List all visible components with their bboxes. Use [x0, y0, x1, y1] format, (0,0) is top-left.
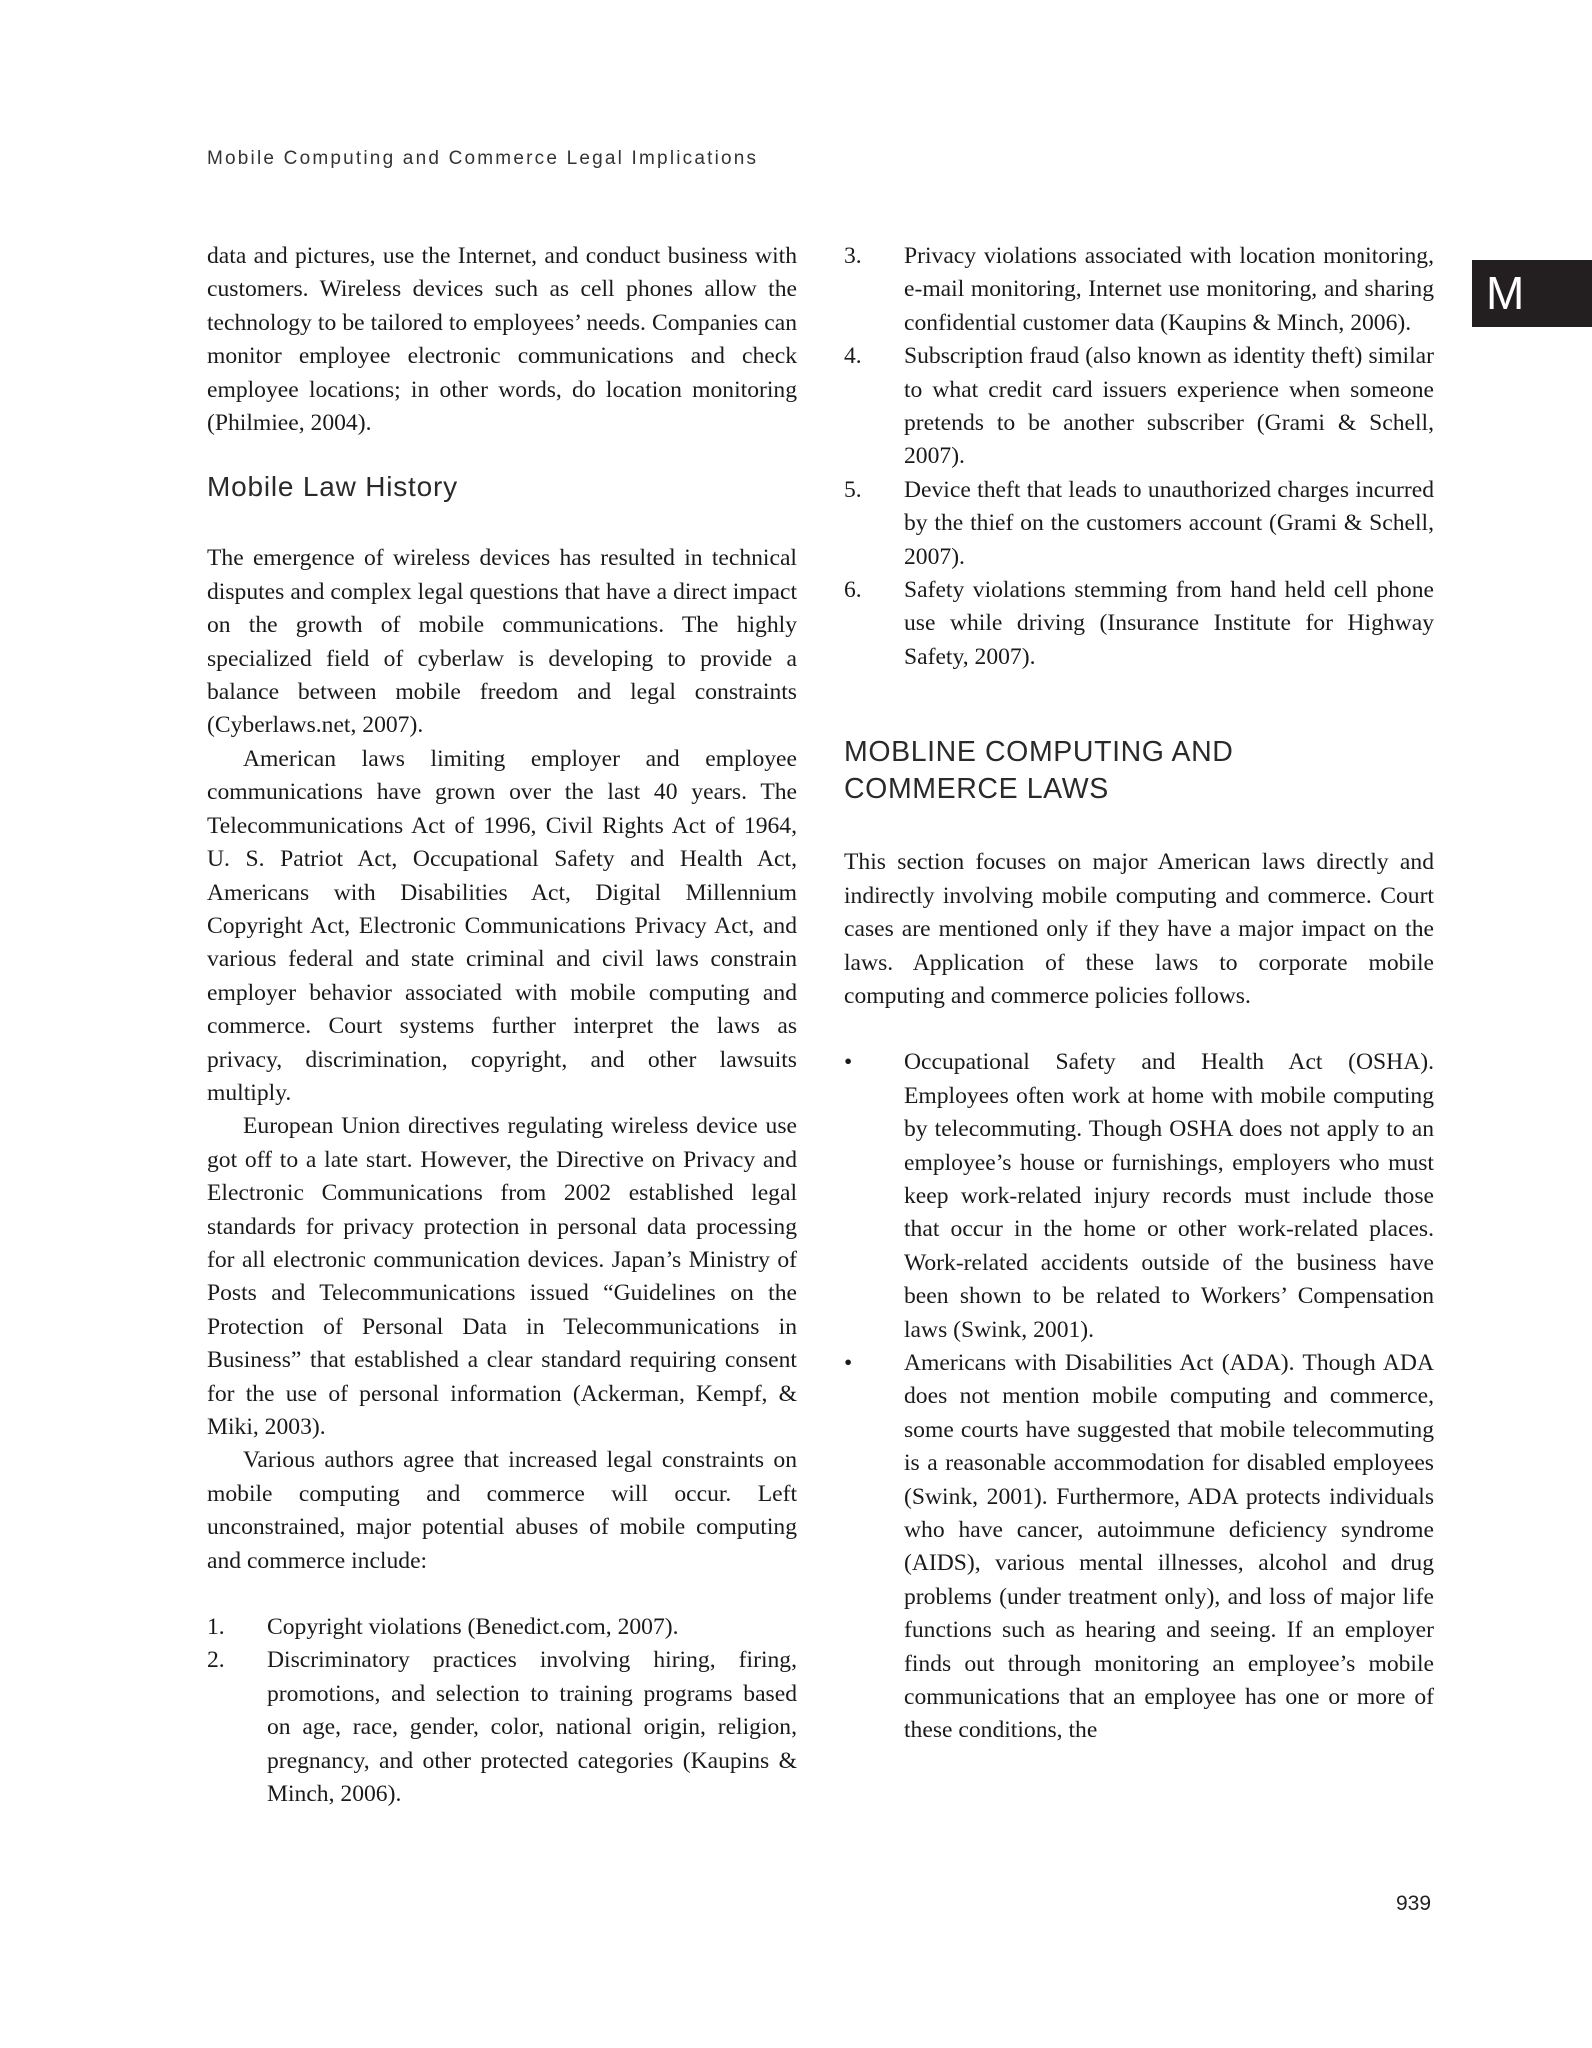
- abuse-list: [207, 1611, 797, 1811]
- list-number: 6.: [844, 577, 862, 604]
- bullet-mark: •: [844, 1349, 853, 1376]
- list-text: Privacy violations associated with location monitoring, e-mail monitoring, Internet use monitoring, and sharing confidential customer data (Kaupins & Minch, 2006).: [904, 243, 1434, 336]
- bullet-item: [844, 1046, 1434, 1347]
- heading-line: COMMERCE LAWS: [844, 773, 1109, 806]
- list-text: Discriminatory practices involving hiring, firing, promotions, and selection to training programs based on age, race, gender, color, national origin, religion, pregnancy, and other protected categories (Kaupins & Minch, 2006).: [267, 1647, 797, 1808]
- body-paragraph: European Union directives regulating wireless device use got off to a late start. However, the Directive on Privacy and Electronic Communications from 2002 established legal standards for privacy protection in personal data processing for all electronic communication devices. Japan’s Ministry of Posts and Telecommunications issued “Guidelines on the Protection of Personal Data in Telecommunications in Business” that established a clear standard requiring consent for the use of personal information (Ackerman, Kempf, & Miki, 2003).: [207, 1113, 797, 1440]
- list-item: [844, 474, 1434, 574]
- law-bullet-list: [844, 1046, 1434, 1748]
- heading-line: MOBLINE COMPUTING AND: [844, 736, 1234, 769]
- list-text: Device theft that leads to unauthorized charges incurred by the thief on the customers account (Grami & Schell, 2007).: [904, 476, 1434, 570]
- body-paragraph: American laws limiting employer and employee communications have grown over the last 40 years. The Telecommunications Act of 1996, Civil Rights Act of 1964, U. S. Patriot Act, Occupational Safety and Health Act, Americans with Disabilities Act, Digital Millennium Copyright Act, Electronic Communications Privacy Act, and various federal and state criminal and civil laws constrain employer behavior associated with mobile computing and commerce. Court systems further interpret the laws as privacy, discrimination, copyright, and other lawsuits multiply.: [207, 745, 797, 1106]
- body-paragraph: The emergence of wireless devices has resulted in technical disputes and complex legal questions that have a direct impact on the growth of mobile communications. The highly specialized field of cyberlaw is developing to provide a balance between mobile freedom and legal constraints (Cyberlaws.net, 2007).: [207, 545, 797, 739]
- list-text: Subscription fraud (also known as identity theft) similar to what credit card issuers experience when someone pretends to be another subscriber (Grami & Schell, 2007).: [904, 343, 1434, 470]
- body-paragraph: Various authors agree that increased legal constraints on mobile computing and commerce will occur. Left unconstrained, major potential abuses of mobile computing and commerce include:: [207, 1447, 797, 1574]
- spacer: [844, 674, 1434, 734]
- body-paragraph: This section focuses on major American laws directly and indirectly involving mobile computing and commerce. Court cases are mentioned only if they have a major impact on the laws. Application of these laws to corporate mobile computing and commerce policies follows.: [844, 849, 1434, 1009]
- section-tab-letter: M: [1472, 260, 1592, 327]
- list-number: 2.: [207, 1647, 225, 1674]
- list-text: Safety violations stemming from hand held cell phone use while driving (Insurance Institute for Highway Safety, 2007).: [904, 577, 1434, 670]
- intro-paragraph: data and pictures, use the Internet, and conduct business with customers. Wireless devices such as cell phones allow the technology to be tailored to employees’ needs. Companies can monitor employee electronic communications and check employee locations; in other words, do location monitoring (Philmiee, 2004).: [207, 243, 797, 437]
- running-head: Mobile Computing and Commerce Legal Implications: [207, 148, 759, 169]
- bullet-item: [844, 1347, 1434, 1748]
- spacer: [844, 1013, 1434, 1046]
- spacer: [207, 1578, 797, 1611]
- list-item: [844, 574, 1434, 674]
- left-column: [207, 240, 797, 1811]
- page-number: 939: [1396, 1892, 1432, 1915]
- list-text: Copyright violations (Benedict.com, 2007).: [267, 1614, 679, 1641]
- list-item: [844, 340, 1434, 474]
- right-column: [844, 240, 1434, 1748]
- section-heading-computing-commerce-laws: [844, 734, 1434, 808]
- abuse-list-continued: [844, 240, 1434, 674]
- list-number: 3.: [844, 243, 862, 269]
- list-number: 4.: [844, 343, 862, 370]
- bullet-text: Occupational Safety and Health Act (OSHA). Employees often work at home with mobile computing by telecommuting. Though OSHA does not apply to an employee’s house or furnishings, employers who must keep work-related injury records must include those that occur in the home or other work-related places. Work-related accidents outside of the business have been shown to be related to Workers’ Compensation laws (Swink, 2001).: [904, 1049, 1434, 1343]
- list-number: 1.: [207, 1614, 225, 1641]
- list-number: 5.: [844, 476, 862, 503]
- list-item: [207, 1644, 797, 1811]
- list-item: [207, 1611, 797, 1644]
- bullet-text: Americans with Disabilities Act (ADA). Though ADA does not mention mobile computing and commerce, some courts have suggested that mobile telecommuting is a reasonable accommodation for disabled employees (Swink, 2001). Furthermore, ADA protects individuals who have cancer, autoimmune deficiency syndrome (AIDS), various mental illnesses, alcohol and drug problems (under treatment only), and loss of major life functions such as hearing and seeing. If an employer finds out through monitoring an employee’s mobile communications that an employee has one or more of these conditions, the: [904, 1349, 1434, 1744]
- section-heading-mobile-law-history: Mobile Law History: [207, 471, 458, 503]
- list-item: [844, 240, 1434, 340]
- bullet-mark: •: [844, 1049, 853, 1076]
